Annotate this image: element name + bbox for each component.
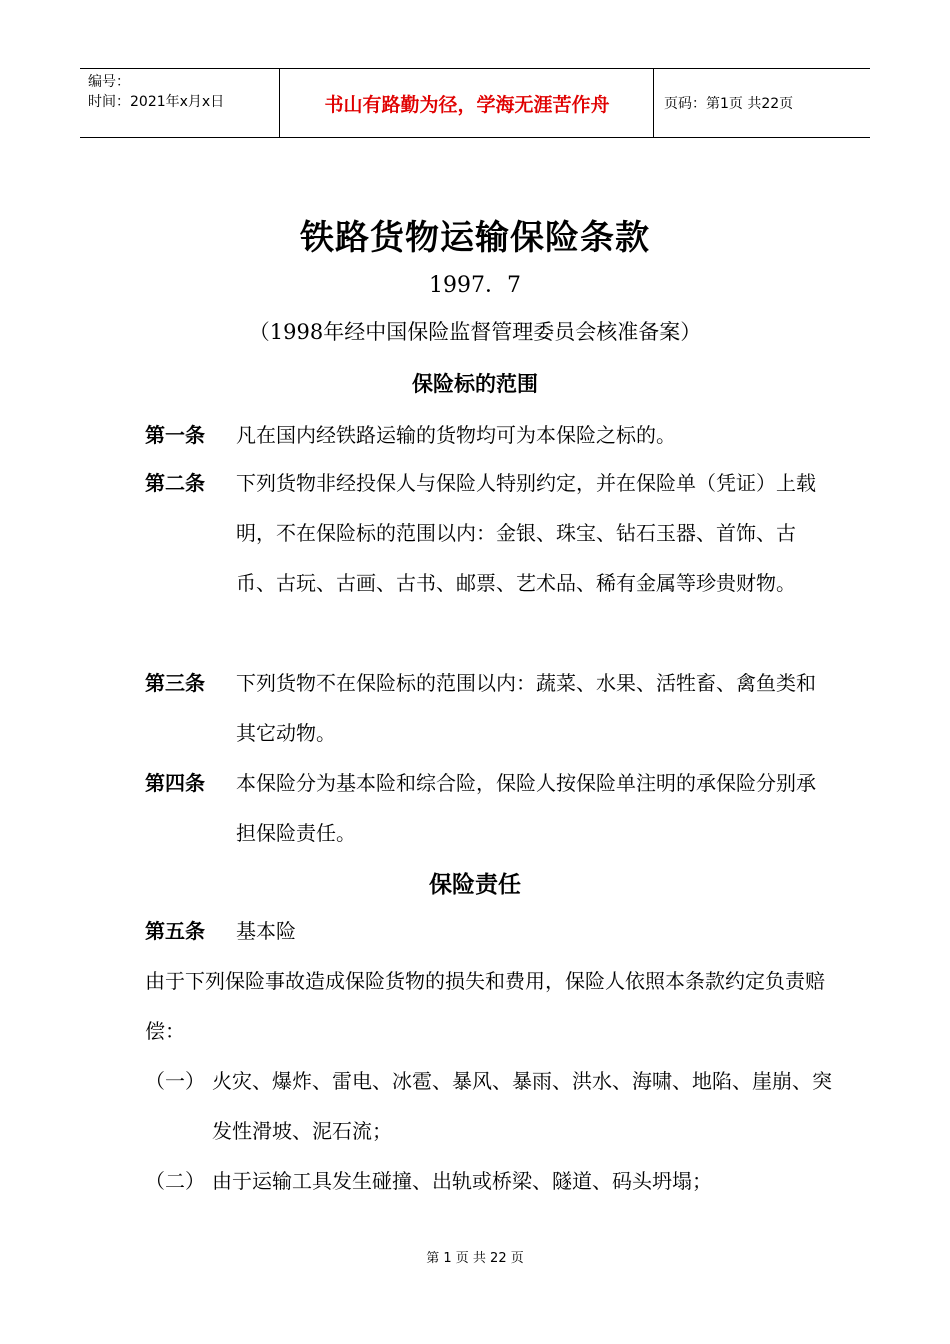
article-1 bbox=[145, 410, 825, 460]
article-label: 第五条 bbox=[145, 919, 205, 943]
item-label: （一） bbox=[145, 1069, 205, 1093]
header-meta-cell bbox=[80, 69, 280, 137]
article-3 bbox=[145, 658, 825, 758]
article-5 bbox=[145, 906, 825, 956]
article-label: 第一条 bbox=[145, 423, 205, 447]
intro-paragraph: 由于下列保险事故造成保险货物的损失和费用，保险人依照本条款约定负责赔偿： bbox=[145, 969, 825, 1043]
page-footer: 第 1 页 共 22 页 bbox=[426, 1251, 524, 1266]
page-title: 铁路货物运输保险条款 bbox=[300, 218, 650, 258]
list-item-1 bbox=[145, 1056, 845, 1156]
article-text: 下列货物不在保险标的范围以内：蔬菜、水果、活牲畜、禽鱼类和其它动物。 bbox=[236, 671, 816, 745]
article-2 bbox=[145, 458, 825, 608]
motto: 书山有路勤为径，学海无涯苦作舟 bbox=[281, 69, 654, 137]
item-text: 由于运输工具发生碰撞、出轨或桥梁、隧道、码头坍塌； bbox=[212, 1169, 712, 1193]
item-text: 火灾、爆炸、雷电、冰雹、暴风、暴雨、洪水、海啸、地陷、崖崩、突发性滑坡、泥石流； bbox=[212, 1069, 832, 1143]
article-text: 基本险 bbox=[236, 919, 296, 943]
article-text: 下列货物非经投保人与保险人特别约定，并在保险单（凭证）上载明，不在保险标的范围以内：金银、珠宝、钻石玉器、首饰、古币、古玩、古画、古书、邮票、艺术品、稀有金属等珍贵财物。 bbox=[236, 471, 816, 595]
time-label: 时间：2021年x月x日 bbox=[88, 94, 225, 110]
article-text: 凡在国内经铁路运输的货物均可为本保险之标的。 bbox=[236, 423, 676, 447]
item-label: （二） bbox=[145, 1169, 205, 1193]
approval-note: （1998年经中国保险监督管理委员会核准备案） bbox=[248, 320, 702, 344]
article-label: 第二条 bbox=[145, 471, 205, 495]
section-heading-scope: 保险标的范围 bbox=[412, 372, 538, 396]
number-label: 编号： bbox=[88, 74, 130, 90]
document-date: 1997．7 bbox=[429, 273, 521, 298]
article-label: 第四条 bbox=[145, 771, 205, 795]
article-4 bbox=[145, 758, 825, 858]
list-item-2 bbox=[145, 1156, 845, 1206]
header-table bbox=[80, 68, 870, 138]
article-label: 第三条 bbox=[145, 671, 205, 695]
page-info: 页码：第1页 共22页 bbox=[664, 96, 794, 112]
section-heading-liability: 保险责任 bbox=[429, 872, 521, 898]
article-text: 本保险分为基本险和综合险，保险人按保险单注明的承保险分别承担保险责任。 bbox=[236, 771, 816, 845]
